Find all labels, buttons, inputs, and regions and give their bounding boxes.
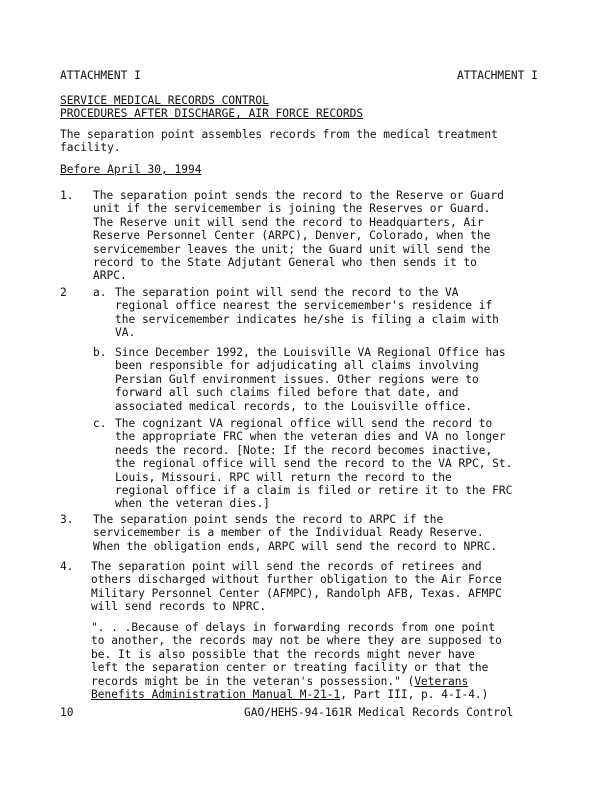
quote-line: be. It is also possible that the records might never have — [91, 647, 475, 661]
item-line: associated medical records, to the Louisville office. — [115, 399, 472, 413]
report-identifier: GAO/HEHS-94-161R Medical Records Control — [244, 706, 514, 719]
quote-line: to another, the records may not be where they are supposed to — [91, 634, 502, 648]
item-line: regional office if a claim is filed or retire it to the FRC — [115, 484, 513, 498]
item-line: record to the State Adjutant General who then sends it to — [93, 256, 477, 270]
item-number: 2 — [60, 286, 67, 299]
item-line: when the veteran dies.] — [115, 497, 270, 511]
document-title — [60, 94, 363, 121]
citation-title: Benefits Administration Manual M-21-1 — [91, 688, 341, 702]
item-body — [91, 560, 502, 614]
citation-title: Veterans — [414, 674, 469, 688]
item-line: the regional office will send the record to the VA RPC, St. — [115, 457, 513, 471]
item-line: the appropriate FRC when the veteran dies and VA no longer — [115, 430, 506, 444]
item-line: The Reserve unit will send the record to Headquarters, Air — [93, 215, 484, 229]
subitem-a-body — [115, 286, 499, 340]
intro-line: The separation point assembles records from the medical treatment — [60, 128, 498, 141]
item-line: The separation point will send the records of retirees and — [91, 560, 482, 573]
item-line: The separation point sends the record to ARPC if the — [93, 513, 444, 526]
citation-reference: , Part III, p. 4-I-4.) — [340, 688, 489, 702]
item-line: servicemember is a member of the Individual Ready Reserve. — [93, 526, 484, 540]
subitem-label-a: a. — [93, 286, 107, 299]
item-number: 1. — [60, 189, 74, 202]
item-line: needs the record. [Note: If the record becomes inactive, — [115, 443, 493, 457]
item-line: The separation point sends the record to the Reserve or Guard — [93, 189, 504, 202]
item-line: The separation point will send the record to the VA — [115, 286, 459, 299]
subitem-label-c: c. — [93, 417, 107, 430]
attachment-header-left: ATTACHMENT I — [60, 69, 141, 82]
subitem-label-b: b. — [93, 346, 107, 359]
intro-paragraph — [60, 128, 540, 155]
item-line: been responsible for adjudicating all claims involving — [115, 359, 479, 373]
item-number: 3. — [60, 513, 74, 526]
item-line: Reserve Personnel Center (ARPC), Denver, Colorado, when the — [93, 229, 491, 243]
quote-line: ". . .Because of delays in forwarding records from one point — [91, 621, 496, 634]
item-line: will send records to NPRC. — [91, 600, 267, 614]
item-line: The cognizant VA regional office will send the record to — [115, 417, 493, 430]
section-heading: Before April 30, 1994 — [60, 163, 202, 176]
item-line: Louis, Missouri. RPC will return the record to the — [115, 470, 452, 484]
item-line: When the obligation ends, ARPC will send the record to NPRC. — [93, 539, 498, 553]
quote-line: left the separation center or treating facility or that the — [91, 661, 489, 675]
item-line: VA. — [115, 326, 136, 340]
subitem-b-body — [115, 346, 506, 413]
item-line: forward all such claims filed before that date, and — [115, 386, 459, 400]
quote-line — [91, 688, 541, 701]
item-line: servicemember leaves the unit; the Guard unit will send the — [93, 242, 491, 256]
page-number: 10 — [60, 706, 74, 719]
item-line: Military Personnel Center (AFMPC), Randolph AFB, Texas. AFMPC — [91, 586, 502, 600]
item-line: others discharged without further obligation to the Air Force — [91, 573, 502, 587]
title-line-1: SERVICE MEDICAL RECORDS CONTROL — [60, 94, 269, 107]
item-body — [93, 513, 497, 553]
intro-line: facility. — [60, 141, 121, 155]
item-line: ARPC. — [93, 269, 127, 283]
item-line: Persian Gulf environment issues. Other regions were to — [115, 372, 479, 386]
subitem-c-body — [115, 417, 512, 511]
item-line: the servicemember indicates he/she is filing a claim with — [115, 312, 499, 326]
item-body — [93, 189, 504, 283]
quote-line — [91, 675, 541, 688]
item-line: regional office nearest the servicemember's residence if — [115, 299, 493, 313]
title-line-2: PROCEDURES AFTER DISCHARGE, AIR FORCE RECORDS — [60, 107, 364, 121]
quote-text: records might be in the veteran's possession." ( — [91, 674, 415, 688]
item-line: unit if the servicemember is joining the Reserves or Guard. — [93, 202, 491, 216]
item-line: Since December 1992, the Louisville VA Regional Office has — [115, 346, 506, 359]
attachment-header-right: ATTACHMENT I — [457, 69, 538, 82]
block-quote — [91, 621, 541, 701]
item-number: 4. — [60, 560, 74, 573]
